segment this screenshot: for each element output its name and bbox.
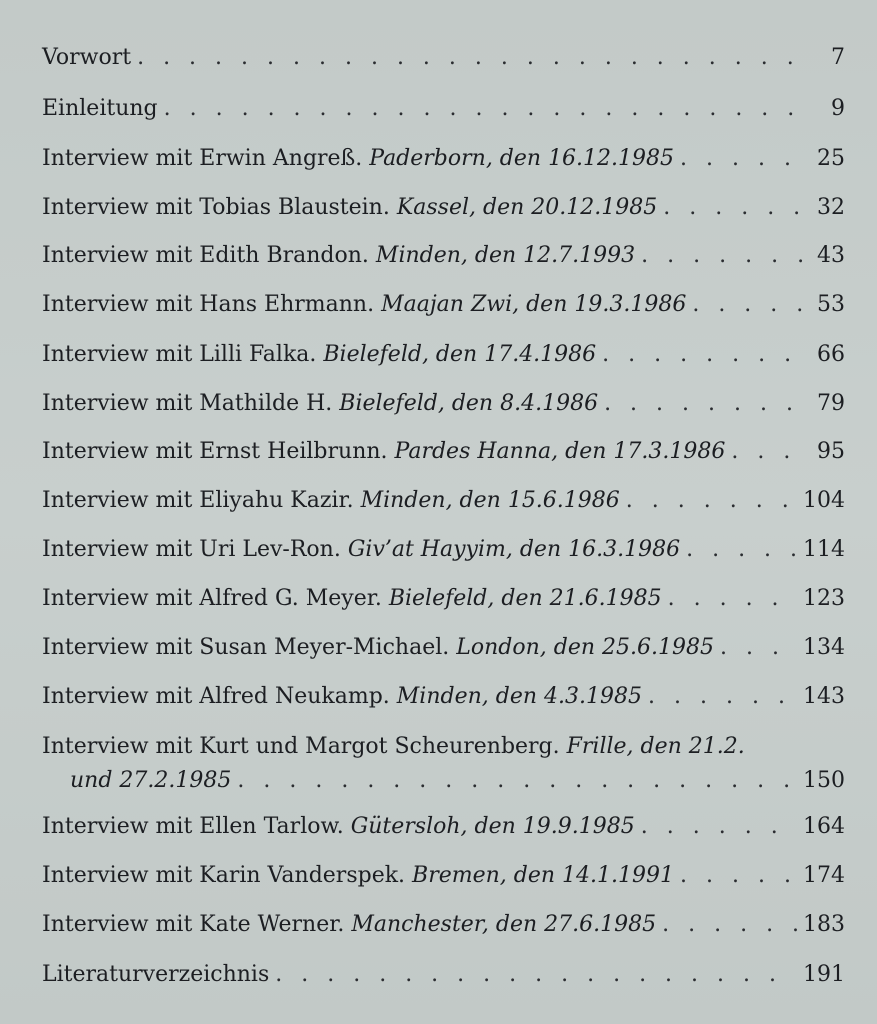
toc-entry-place: Paderborn, den 16.12.1985 (369, 146, 675, 171)
toc-page-number: 7 (831, 45, 845, 70)
toc-page-number: 143 (803, 684, 845, 709)
dot-leader (641, 243, 805, 269)
toc-page-number: 53 (817, 292, 845, 317)
toc-entry-neukamp (42, 684, 845, 710)
dot-leader (731, 439, 805, 465)
toc-entry-title: Interview mit Kurt und Margot Scheurenberg. (42, 734, 560, 759)
dot-leader (164, 96, 805, 122)
toc-entry-blaustein (42, 195, 845, 221)
toc-entry-lev-ron (42, 537, 845, 563)
toc-entry-werner (42, 912, 845, 938)
toc-entry-title: Interview mit Alfred Neukamp. (42, 684, 390, 709)
toc-page-number: 79 (817, 391, 845, 416)
toc-entry-title: Interview mit Susan Meyer-Michael. (42, 635, 450, 660)
toc-page-number: 66 (817, 342, 845, 367)
toc-entry-title: Einleitung (42, 96, 158, 121)
toc-entry-place: Bremen, den 14.1.1991 (412, 863, 675, 888)
dot-leader (275, 962, 797, 988)
toc-entry-place: Bielefeld, den 8.4.1986 (339, 391, 599, 416)
dot-leader (680, 863, 797, 889)
toc-page-number: 25 (817, 146, 845, 171)
toc-entry-brandon (42, 243, 845, 269)
toc-entry-title: Literaturverzeichnis (42, 962, 270, 987)
toc-entry-title: Interview mit Mathilde H. (42, 391, 333, 416)
toc-entry-place: Minden, den 12.7.1993 (375, 243, 636, 268)
toc-entry-title: Interview mit Tobias Blaustein. (42, 195, 390, 220)
toc-entry-mathilde-h (42, 391, 845, 417)
toc-page-number: 150 (803, 768, 845, 793)
toc-entry-angress (42, 146, 845, 172)
toc-entry-title: Vorwort (42, 45, 132, 70)
toc-entry-place: Gütersloh, den 19.9.1985 (350, 814, 635, 839)
toc-entry-scheurenberg (42, 734, 845, 794)
toc-page-number: 134 (803, 635, 845, 660)
toc-entry-place: Manchester, den 27.6.1985 (351, 912, 657, 937)
toc-entry-vanderspek (42, 863, 845, 889)
toc-entry-title: Interview mit Erwin Angreß. (42, 146, 363, 171)
toc-entry-place: Frille, den 21.2. (566, 734, 745, 759)
dot-leader (602, 342, 805, 368)
dot-leader (641, 814, 797, 840)
toc-page-number: 104 (803, 488, 845, 513)
toc-entry-place: Minden, den 15.6.1986 (360, 488, 620, 513)
toc-entry-title: Interview mit Ellen Tarlow. (42, 814, 344, 839)
dot-leader (137, 45, 805, 71)
dot-leader (692, 292, 805, 318)
toc-entry-place: Bielefeld, den 17.4.1986 (323, 342, 597, 367)
toc-entry-meyer (42, 586, 845, 612)
toc-entry-title: Interview mit Eliyahu Kazir. (42, 488, 354, 513)
toc-entry-place: Bielefeld, den 21.6.1985 (388, 586, 662, 611)
toc-entry-title: Interview mit Ernst Heilbrunn. (42, 439, 388, 464)
toc-page-number: 164 (803, 814, 845, 839)
toc-entry-einleitung (42, 96, 845, 122)
toc-entry-title: Interview mit Lilli Falka. (42, 342, 317, 367)
dot-leader (662, 912, 797, 938)
dot-leader (720, 635, 797, 661)
toc-entry-title: Interview mit Uri Lev-Ron. (42, 537, 341, 562)
toc-page-number: 9 (831, 96, 845, 121)
toc-entry-ehrmann (42, 292, 845, 318)
dot-leader (237, 768, 797, 794)
toc-page-number: 43 (817, 243, 845, 268)
dot-leader (668, 586, 797, 612)
dot-leader (663, 195, 805, 221)
toc-entry-title: Interview mit Hans Ehrmann. (42, 292, 375, 317)
toc-page-number: 32 (817, 195, 845, 220)
toc-entry-title: Interview mit Edith Brandon. (42, 243, 369, 268)
toc-page-number: 95 (817, 439, 845, 464)
toc-page-number: 174 (803, 863, 845, 888)
dot-leader (604, 391, 805, 417)
toc-entry-place: Pardes Hanna, den 17.3.1986 (394, 439, 726, 464)
toc-entry-vorwort (42, 45, 845, 71)
dot-leader (626, 488, 797, 514)
toc-page-number: 114 (803, 537, 845, 562)
toc-entry-heilbrunn (42, 439, 845, 465)
toc-entry-literaturverzeichnis (42, 962, 845, 988)
toc-page-number: 123 (803, 586, 845, 611)
toc-entry-place-continued: und 27.2.1985 (70, 768, 232, 793)
toc-entry-place: Minden, den 4.3.1985 (396, 684, 643, 709)
toc-page-number: 183 (803, 912, 845, 937)
toc-entry-place: Maajan Zwi, den 19.3.1986 (381, 292, 687, 317)
dot-leader (686, 537, 797, 563)
toc-entry-place: London, den 25.6.1985 (456, 635, 714, 660)
dot-leader (648, 684, 797, 710)
toc-page-number: 191 (803, 962, 845, 987)
toc-entry-place: Kassel, den 20.12.1985 (396, 195, 658, 220)
toc-entry-title: Interview mit Karin Vanderspek. (42, 863, 406, 888)
toc-entry-place: Giv’at Hayyim, den 16.3.1986 (347, 537, 681, 562)
toc-entry-tarlow (42, 814, 845, 840)
dot-leader (680, 146, 805, 172)
toc-entry-falka (42, 342, 845, 368)
toc-entry-kazir (42, 488, 845, 514)
toc-entry-title: Interview mit Alfred G. Meyer. (42, 586, 382, 611)
toc-entry-title: Interview mit Kate Werner. (42, 912, 345, 937)
toc-entry-meyer-michael (42, 635, 845, 661)
